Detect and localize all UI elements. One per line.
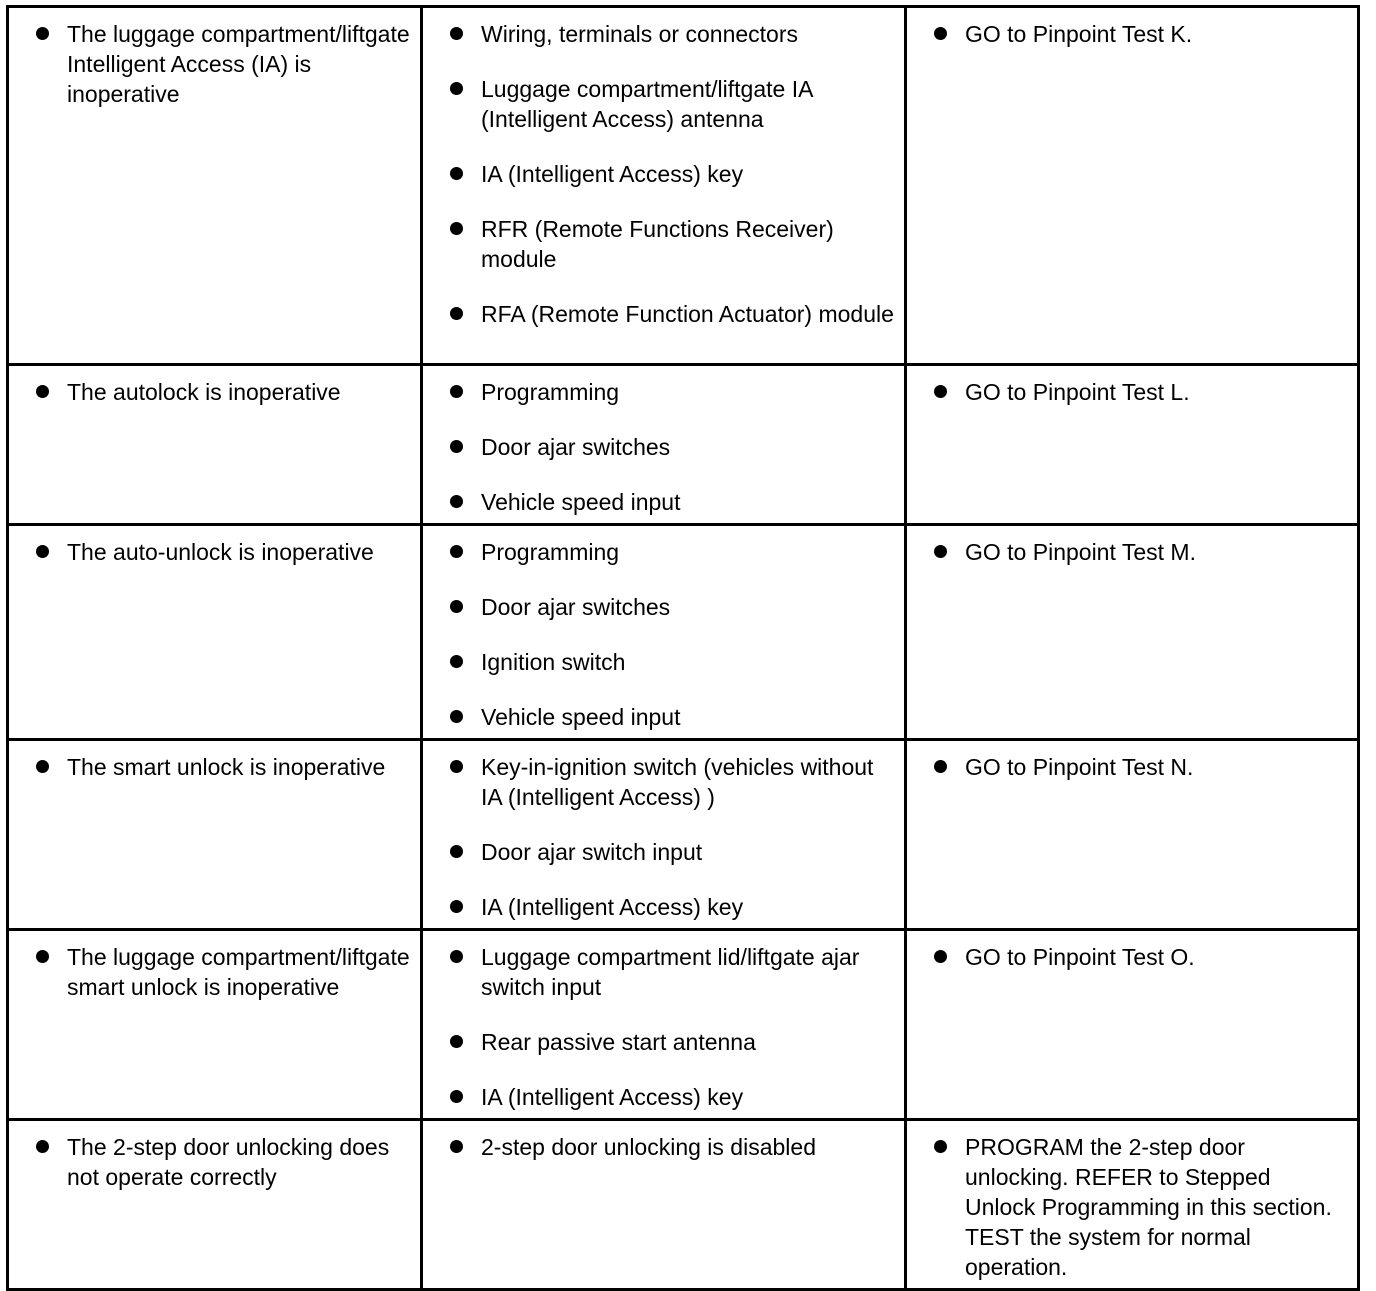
possible-source-cell xyxy=(422,930,906,1120)
cause-text: Programming xyxy=(481,539,620,565)
bullet-icon xyxy=(36,1140,49,1153)
cause-text: Door ajar switches xyxy=(481,594,671,620)
list-item xyxy=(917,752,1347,782)
bullet-icon xyxy=(36,545,49,558)
cause-text: Rear passive start antenna xyxy=(481,1029,756,1055)
list-item xyxy=(433,647,894,677)
action-text: GO to Pinpoint Test L. xyxy=(965,379,1190,405)
list-item xyxy=(917,942,1347,972)
action-cell xyxy=(906,525,1359,740)
list-item xyxy=(433,159,894,189)
list-item xyxy=(433,19,894,49)
list-item xyxy=(433,702,894,732)
bullet-icon xyxy=(934,950,947,963)
possible-source-cell xyxy=(422,365,906,525)
list-item xyxy=(19,19,410,109)
condition-cell xyxy=(8,365,422,525)
possible-source-cell xyxy=(422,1120,906,1290)
list-item xyxy=(433,1082,894,1112)
bullet-icon xyxy=(934,760,947,773)
cause-text: Luggage compartment/liftgate IA (Intelligent Access) antenna xyxy=(481,76,813,132)
list-item xyxy=(433,299,894,329)
bullet-icon xyxy=(450,655,463,668)
list-item xyxy=(19,537,410,567)
bullet-icon xyxy=(450,385,463,398)
action-cell xyxy=(906,1120,1359,1290)
list-item xyxy=(433,1027,894,1057)
list-item xyxy=(917,19,1347,49)
cause-text: Vehicle speed input xyxy=(481,704,681,730)
bullet-icon xyxy=(450,760,463,773)
list-item xyxy=(433,1132,894,1162)
cause-text: Wiring, terminals or connectors xyxy=(481,21,798,47)
bullet-icon xyxy=(450,307,463,320)
bullet-icon xyxy=(934,27,947,40)
list-item xyxy=(433,537,894,567)
table-row xyxy=(8,1120,1359,1290)
list-item xyxy=(433,377,894,407)
list-item xyxy=(433,837,894,867)
action-text: PROGRAM the 2-step door unlocking. REFER to Stepped Unlock Programming in this section. TEST the system for normal operation. xyxy=(965,1134,1332,1280)
cause-text: IA (Intelligent Access) key xyxy=(481,161,744,187)
list-item xyxy=(433,942,894,1002)
bullet-icon xyxy=(450,545,463,558)
condition-text: The autolock is inoperative xyxy=(67,379,341,405)
list-item xyxy=(433,214,894,274)
symptom-chart-table xyxy=(6,5,1360,1291)
condition-text: The luggage compartment/liftgate Intelligent Access (IA) is inoperative xyxy=(67,21,410,107)
bullet-icon xyxy=(934,1140,947,1153)
bullet-icon xyxy=(450,845,463,858)
bullet-icon xyxy=(450,440,463,453)
list-item xyxy=(433,487,894,517)
bullet-icon xyxy=(450,1140,463,1153)
action-cell xyxy=(906,7,1359,365)
cause-text: Key-in-ignition switch (vehicles without IA (Intelligent Access) ) xyxy=(481,754,874,810)
cause-text: 2-step door unlocking is disabled xyxy=(481,1134,816,1160)
condition-text: The luggage compartment/liftgate smart unlock is inoperative xyxy=(67,944,410,1000)
list-item xyxy=(433,74,894,134)
condition-text: The auto-unlock is inoperative xyxy=(67,539,374,565)
action-cell xyxy=(906,365,1359,525)
cause-text: IA (Intelligent Access) key xyxy=(481,1084,744,1110)
cause-text: Programming xyxy=(481,379,620,405)
table-row xyxy=(8,365,1359,525)
action-text: GO to Pinpoint Test K. xyxy=(965,21,1193,47)
list-item xyxy=(433,432,894,462)
action-text: GO to Pinpoint Test M. xyxy=(965,539,1196,565)
cause-text: Luggage compartment lid/liftgate ajar switch input xyxy=(481,944,860,1000)
action-cell xyxy=(906,740,1359,930)
list-item xyxy=(917,537,1347,567)
bullet-icon xyxy=(450,600,463,613)
condition-cell xyxy=(8,930,422,1120)
bullet-icon xyxy=(450,900,463,913)
list-item xyxy=(433,752,894,812)
bullet-icon xyxy=(36,27,49,40)
bullet-icon xyxy=(450,82,463,95)
bullet-icon xyxy=(450,495,463,508)
condition-cell xyxy=(8,525,422,740)
table-row xyxy=(8,740,1359,930)
bullet-icon xyxy=(450,710,463,723)
possible-source-cell xyxy=(422,525,906,740)
possible-source-cell xyxy=(422,740,906,930)
condition-cell xyxy=(8,1120,422,1290)
bullet-icon xyxy=(934,385,947,398)
cause-text: IA (Intelligent Access) key xyxy=(481,894,744,920)
condition-cell xyxy=(8,740,422,930)
table-row xyxy=(8,7,1359,365)
list-item xyxy=(19,752,410,782)
list-item xyxy=(19,377,410,407)
cause-text: Vehicle speed input xyxy=(481,489,681,515)
action-cell xyxy=(906,930,1359,1120)
condition-text: The smart unlock is inoperative xyxy=(67,754,386,780)
action-text: GO to Pinpoint Test N. xyxy=(965,754,1194,780)
list-item xyxy=(19,942,410,1002)
list-item xyxy=(19,1132,410,1192)
bullet-icon xyxy=(450,27,463,40)
bullet-icon xyxy=(36,760,49,773)
list-item xyxy=(433,592,894,622)
bullet-icon xyxy=(450,1035,463,1048)
action-text: GO to Pinpoint Test O. xyxy=(965,944,1195,970)
list-item xyxy=(917,1132,1347,1282)
bullet-icon xyxy=(450,167,463,180)
bullet-icon xyxy=(450,1090,463,1103)
condition-cell xyxy=(8,7,422,365)
symptom-chart-body xyxy=(8,7,1359,1290)
bullet-icon xyxy=(450,950,463,963)
table-row xyxy=(8,930,1359,1120)
cause-text: Door ajar switch input xyxy=(481,839,703,865)
bullet-icon xyxy=(36,950,49,963)
cause-text: RFR (Remote Functions Receiver) module xyxy=(481,216,834,272)
bullet-icon xyxy=(450,222,463,235)
table-row xyxy=(8,525,1359,740)
cause-text: RFA (Remote Function Actuator) module xyxy=(481,301,894,327)
bullet-icon xyxy=(36,385,49,398)
possible-source-cell xyxy=(422,7,906,365)
list-item xyxy=(917,377,1347,407)
cause-text: Door ajar switches xyxy=(481,434,671,460)
cause-text: Ignition switch xyxy=(481,649,626,675)
condition-text: The 2-step door unlocking does not operate correctly xyxy=(67,1134,390,1190)
list-item xyxy=(433,892,894,922)
bullet-icon xyxy=(934,545,947,558)
